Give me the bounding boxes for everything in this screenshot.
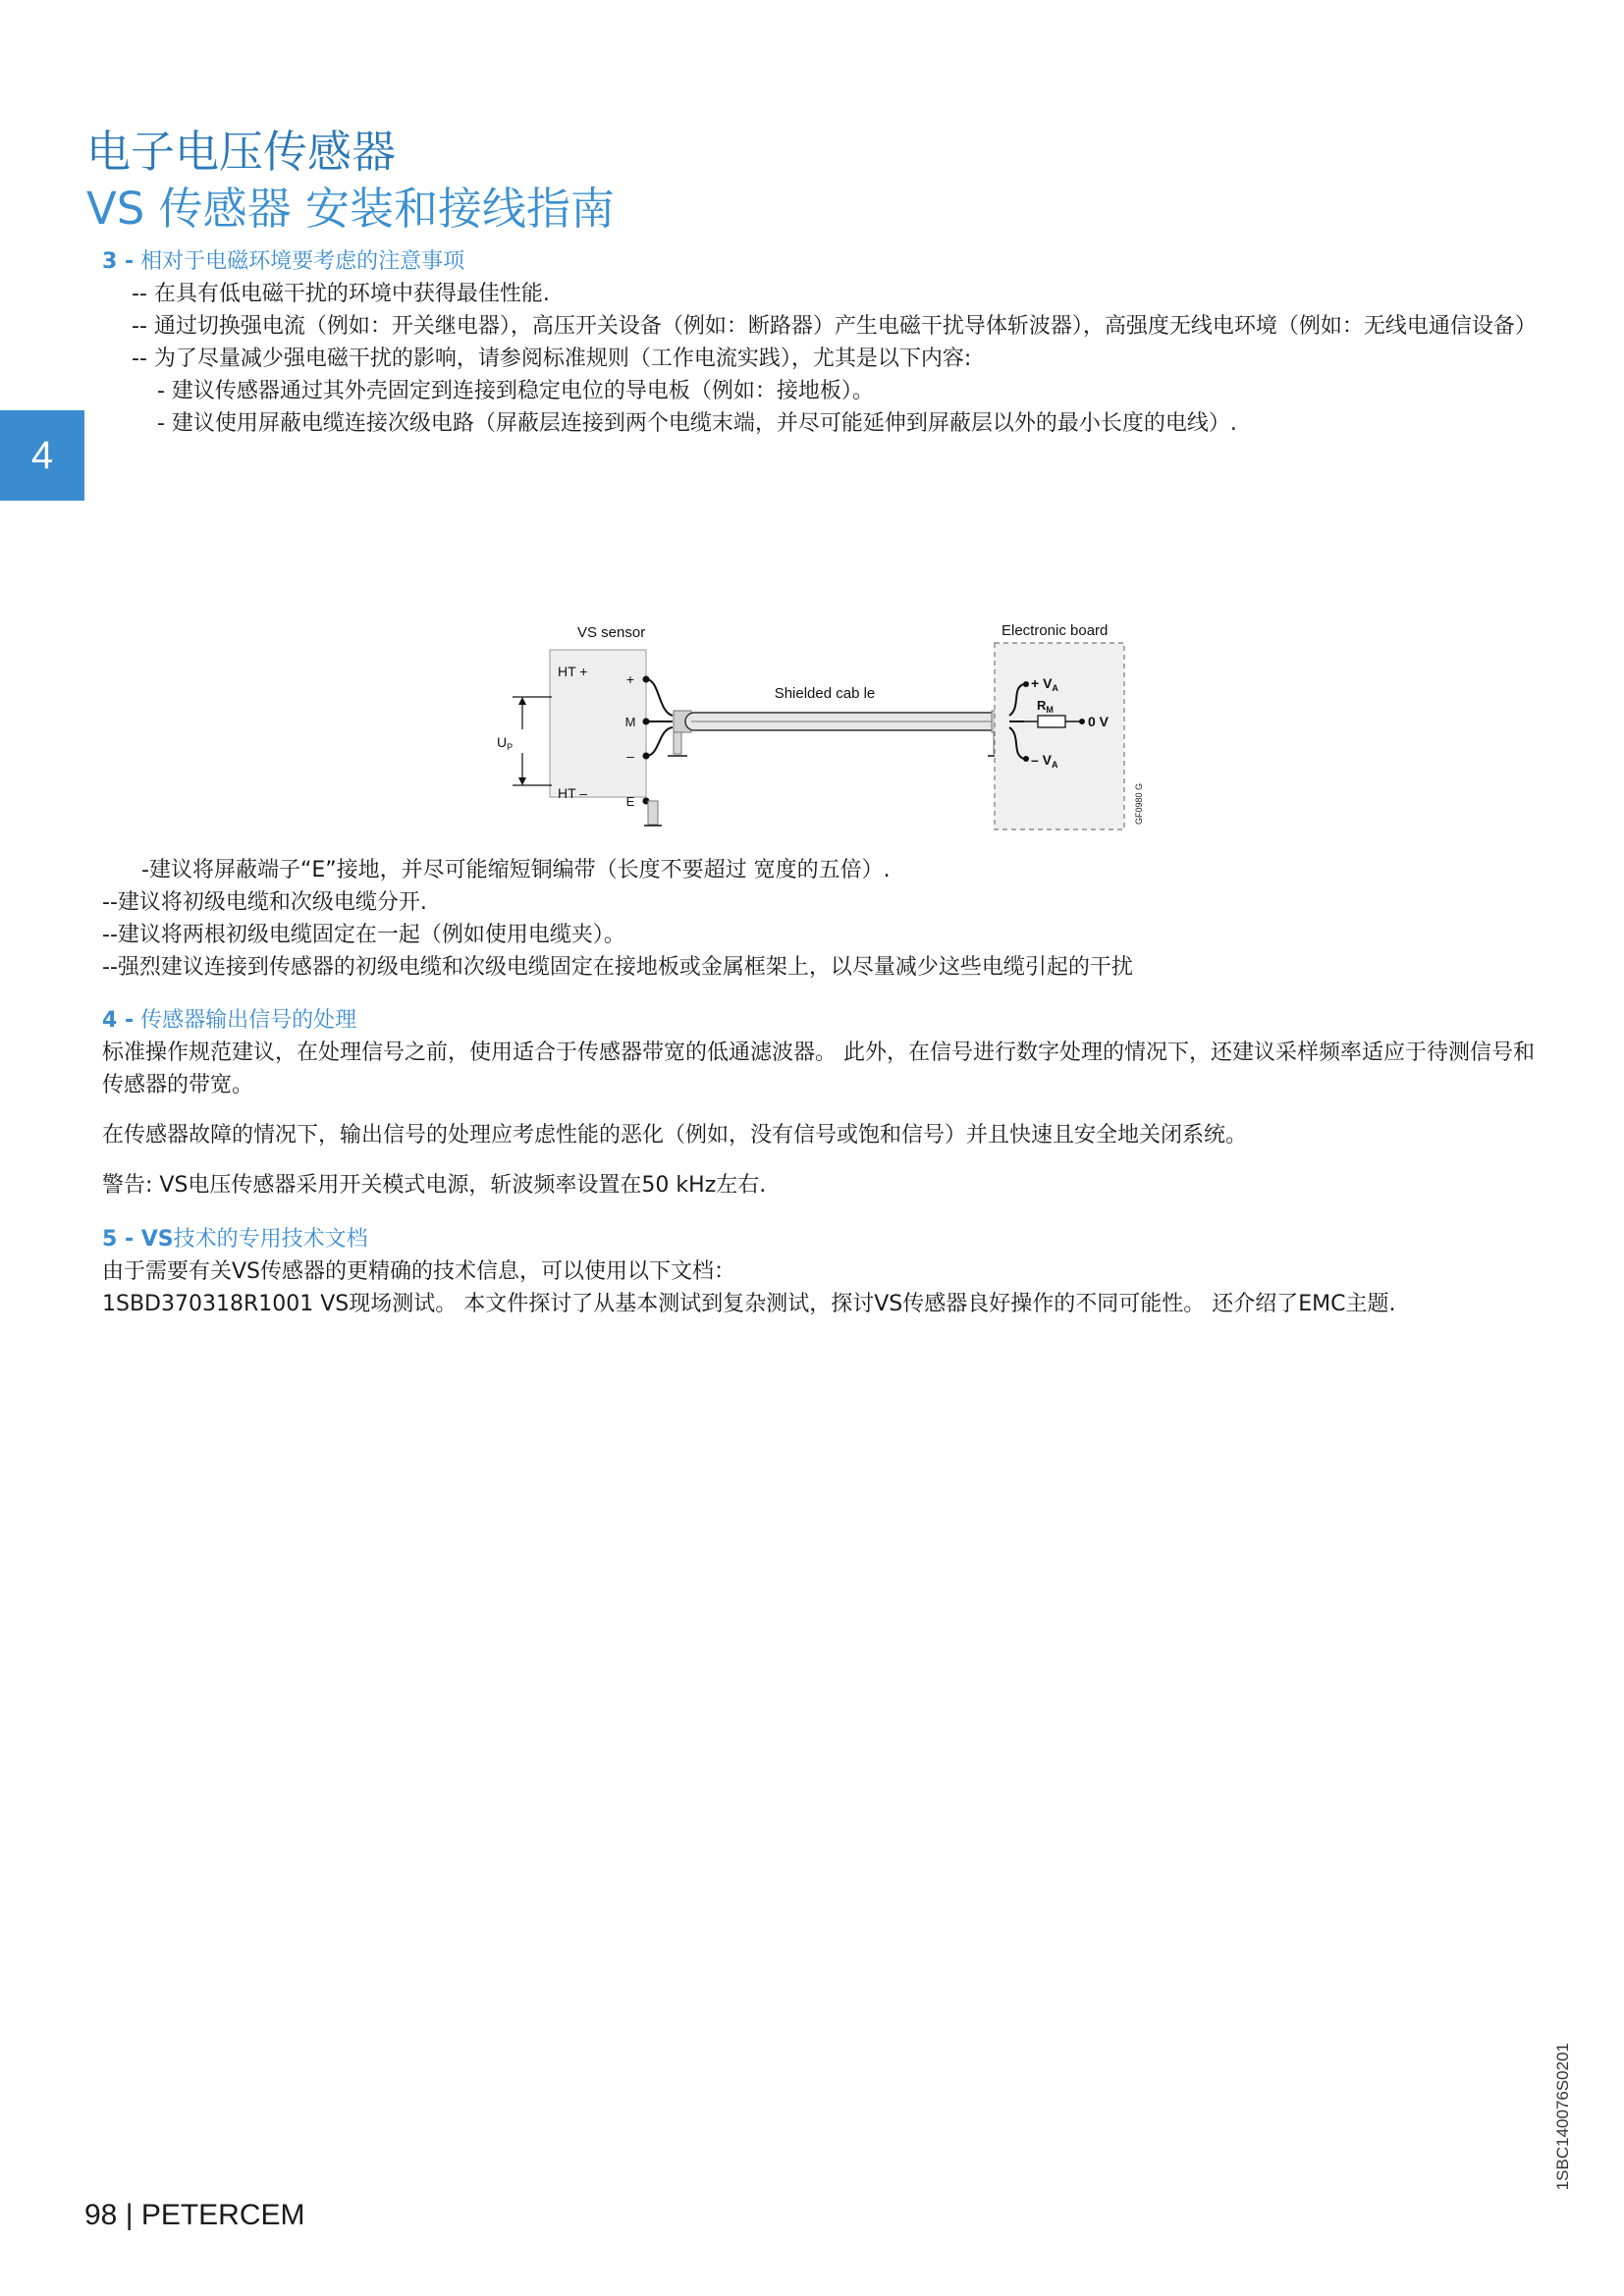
up-sub: P <box>507 742 514 752</box>
board-terminal-0v <box>1079 719 1085 724</box>
page-subtitle: VS 传感器 安装和接线指南 <box>86 183 615 235</box>
terminal-minus-label: – <box>626 748 634 764</box>
terminal-m-label: M <box>624 715 636 729</box>
section-4-paragraph: 标准操作规范建议，在处理信号之前，使用适合于传感器带宽的低通滤波器。 此外，在信号进行数字处理的情况下，还建议采样频率适应于待测信号和传感器的带宽。 <box>102 1041 1535 1097</box>
section-3-heading <box>102 245 1536 278</box>
section-4-paragraph: 在传感器故障的情况下，输出信号的处理应考虑性能的恶化（例如，没有信号或饱和信号）并且快速且安全地关闭系统。 <box>102 1123 1248 1148</box>
section-4-title: 传感器输出信号的处理 <box>140 1008 357 1033</box>
wire-minus <box>646 727 673 756</box>
section-3-line: -- 在具有低电磁干扰的环境中获得最佳性能. <box>132 282 550 306</box>
board-terminal-va-plus <box>1023 681 1029 687</box>
electronic-board-box <box>995 643 1124 829</box>
e-ground-strap <box>648 801 658 825</box>
ht-minus-label: HT – <box>558 785 588 801</box>
section-4 <box>102 1004 1536 1201</box>
wiring-diagram <box>491 614 1154 839</box>
terminal-e-label: E <box>625 794 635 809</box>
section-3-line: -- 通过切换强电流（例如：开关继电器），高压开关设备（例如：断路器）产生电磁干扰导体斩波器），高强度无线电环境（例如：无线电通信设备） <box>132 314 1537 339</box>
up-main: U <box>497 734 508 750</box>
section-4-number: 4 - <box>102 1008 135 1033</box>
rm-sub: M <box>1046 705 1054 715</box>
document-number-text: 1SBC140076S0201 <box>1553 2043 1572 2191</box>
terminal-plus-label: + <box>625 671 635 687</box>
section-5-title: 技术的专用技术文档 <box>173 1227 368 1252</box>
shield-ground-left <box>674 732 681 754</box>
electronic-board-label: Electronic board <box>1001 622 1109 639</box>
section-3-note: --建议将初级电缆和次级电缆分开. <box>102 890 427 915</box>
up-arrowhead-bottom <box>518 777 526 785</box>
section-5-line: 1SBD370318R1001 VS现场测试。 本文件探讨了从基本测试到复杂测试，探讨VS传感器良好操作的不同可能性。 还介绍了EMC主题. <box>102 1292 1396 1316</box>
section-3-note: --强烈建议连接到传感器的初级电缆和次级电缆固定在接地板或金属框架上，以尽量减少这些电缆引起的干扰 <box>102 955 1133 980</box>
section-3-title: 相对于电磁环境要考虑的注意事项 <box>140 249 465 274</box>
section-5-number: 5 - VS <box>102 1227 174 1252</box>
section-3 <box>102 245 1536 440</box>
cable-label: Shielded cab le <box>774 685 876 702</box>
zero-v-label: 0 V <box>1088 714 1110 729</box>
diagram-code: GF0980 G <box>1134 782 1144 825</box>
section-3-bullet: - 建议使用屏蔽电缆连接次级电路（屏蔽层连接到两个电缆末端，并尽可能延伸到屏蔽层以外的最小长度的电线）. <box>157 411 1237 436</box>
section-3-continued <box>102 854 1536 984</box>
chapter-tab: 4 <box>0 410 84 501</box>
section-3-note: -建议将屏蔽端子“E”接地，并尽可能缩短铜编带（长度不要超过 宽度的五倍）. <box>141 858 891 882</box>
page-title: 电子电压传感器 <box>86 126 397 178</box>
section-5-line: 由于需要有关VS传感器的更精确的技术信息，可以使用以下文档： <box>102 1259 736 1284</box>
section-5 <box>102 1223 1536 1320</box>
section-4-heading <box>102 1004 1536 1037</box>
board-terminal-va-minus <box>1023 756 1029 762</box>
va-plus-sub: A <box>1052 683 1058 693</box>
wire-plus <box>646 679 673 716</box>
vs-sensor-label: VS sensor <box>577 624 646 641</box>
va-plus-main: + V <box>1031 675 1053 691</box>
up-label <box>497 734 513 752</box>
page-footer: 98 | PETERCEM <box>84 2199 305 2231</box>
up-arrowhead-top <box>518 697 526 705</box>
section-3-number: 3 - <box>102 249 135 274</box>
section-3-bullet: - 建议传感器通过其外壳固定到连接到稳定电位的导电板（例如：接地板）。 <box>157 379 874 403</box>
va-minus-main: – V <box>1031 752 1053 768</box>
section-5-heading <box>102 1223 1536 1255</box>
ht-plus-label: HT + <box>558 664 588 679</box>
section-4-warning: 警告: VS电压传感器采用开关模式电源，斩波频率设置在50 kHz左右. <box>102 1173 767 1198</box>
va-minus-sub: A <box>1052 760 1058 770</box>
section-3-note: --建议将两根初级电缆固定在一起（例如使用电缆夹）。 <box>102 923 625 947</box>
rm-resistor <box>1038 716 1065 727</box>
rm-main: R <box>1037 698 1047 713</box>
section-3-line: -- 为了尽量减少强电磁干扰的影响，请参阅标准规则（工作电流实践），尤其是以下内容: <box>132 347 972 371</box>
